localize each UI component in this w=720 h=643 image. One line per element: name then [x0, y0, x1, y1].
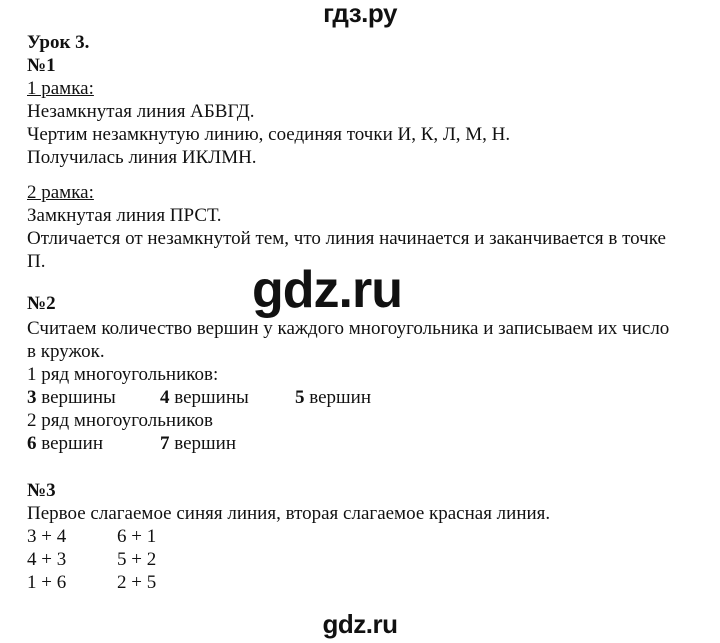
- vertex-count-item: 3 вершины: [27, 387, 116, 408]
- task2-intro-line: Считаем количество вершин у каждого многоугольника и записываем их число: [27, 318, 670, 339]
- task1-frame1-line: Получилась линия ИКЛМН.: [27, 147, 257, 168]
- watermark-middle: gdz.ru: [252, 261, 402, 319]
- sum-expression: 3 + 4: [27, 526, 67, 547]
- task3-intro: Первое слагаемое синяя линия, вторая слагаемое красная линия.: [27, 503, 551, 524]
- vertex-count-item: 4 вершины: [160, 387, 249, 408]
- task1-frame1-label: 1 рамка:: [27, 78, 94, 99]
- sum-expression: 5 + 2: [117, 549, 157, 570]
- task1-frame1-line: Чертим незамкнутую линию, соединяя точки И, К, Л, М, Н.: [27, 124, 511, 145]
- task2-intro-line: в кружок.: [27, 341, 105, 362]
- watermark-bottom: gdz.ru: [322, 609, 398, 639]
- watermark-top: гдз.ру: [323, 0, 397, 28]
- task2-number: №2: [27, 293, 56, 314]
- sum-expression: 1 + 6: [27, 572, 67, 593]
- task3-number: №3: [27, 480, 56, 501]
- lesson-title: Урок 3.: [27, 32, 90, 53]
- sum-expression: 6 + 1: [117, 526, 157, 547]
- task1-frame2-line: Замкнутая линия ПРСТ.: [27, 205, 222, 226]
- task1-frame1-line: Незамкнутая линия АБВГД.: [27, 101, 255, 122]
- vertex-count-item: 5 вершин: [295, 387, 372, 408]
- sum-expression: 4 + 3: [27, 549, 67, 570]
- task2-row1-label: 1 ряд многоугольников:: [27, 364, 219, 385]
- task1-frame2-label: 2 рамка:: [27, 182, 94, 203]
- task2-row2-label: 2 ряд многоугольников: [27, 410, 213, 431]
- vertex-count-item: 6 вершин: [27, 433, 104, 454]
- task1-frame2-line: Отличается от незамкнутой тем, что линия начинается и заканчивается в точке: [27, 228, 666, 249]
- task1-number: №1: [27, 55, 56, 76]
- sum-expression: 2 + 5: [117, 572, 157, 593]
- task1-frame2-line: П.: [27, 251, 46, 272]
- vertex-count-item: 7 вершин: [160, 433, 237, 454]
